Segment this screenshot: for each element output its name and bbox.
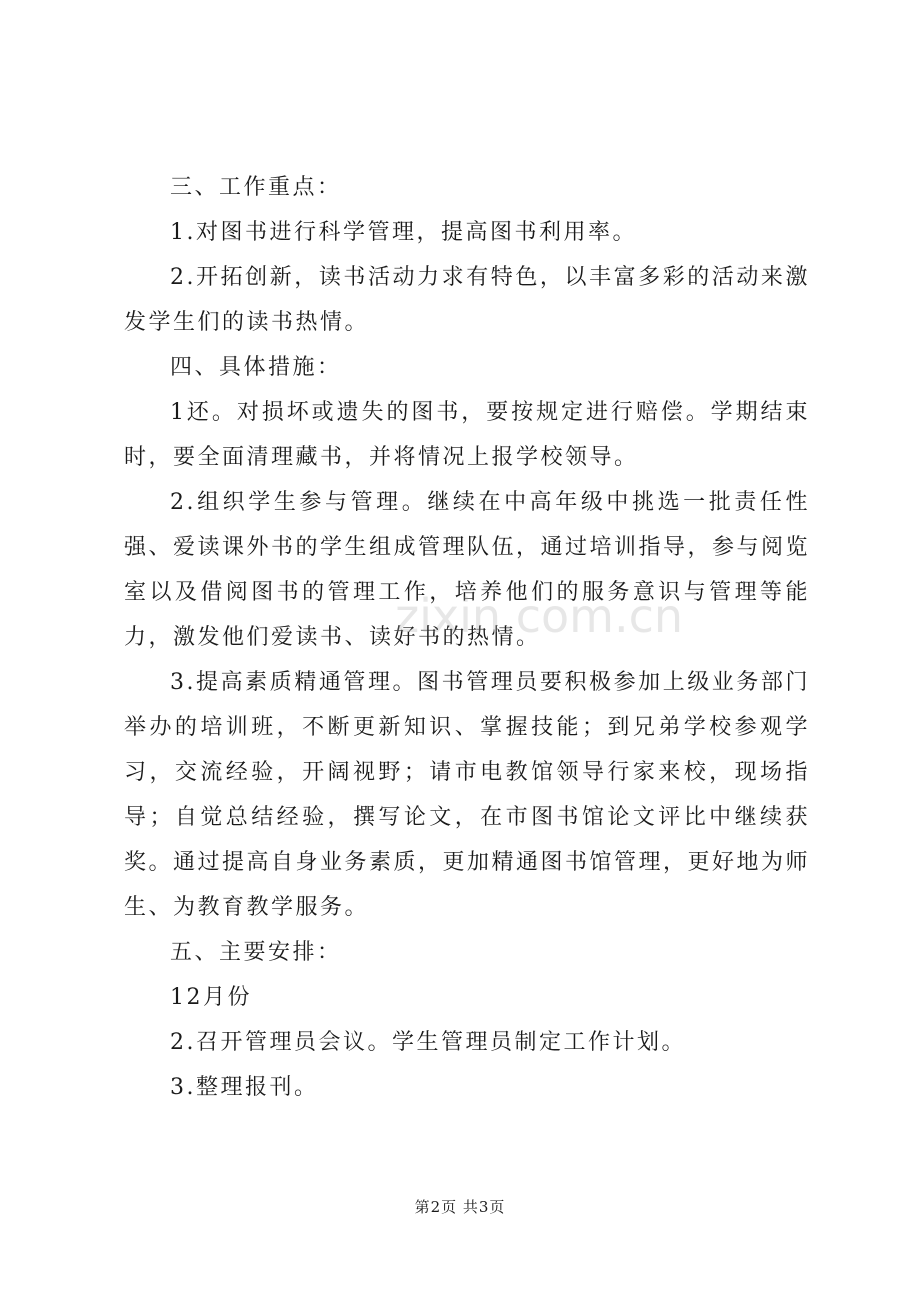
paragraph: 2.开拓创新，读书活动力求有特色，以丰富多彩的活动来激发学生们的读书热情。 [124, 265, 810, 335]
section-heading-work-focus: 三、工作重点： [170, 175, 342, 200]
watermark: zixin.com.cn [395, 589, 684, 643]
paragraph: 12月份 [170, 985, 252, 1010]
paragraph: 3.提高素质精通管理。图书管理员要积极参加上级业务部门举办的培训班，不断更新知识、掌握技能；到兄弟学校参观学习，交流经验，开阔视野；请市电教馆领导行家来校，现场指导；自觉总结经验，撰写论文，在市图书馆论文评比中继续获奖。通过提高自身业务素质，更加精通图书馆管理，更好地为师生、为教育教学服务。 [124, 670, 811, 920]
paragraph: 1.对图书进行科学管理，提高图书利用率。 [170, 220, 637, 245]
page-number-footer: 第2页 共3页 [414, 1198, 506, 1216]
section-heading-measures: 四、具体措施： [170, 355, 342, 380]
paragraph: 2.组织学生参与管理。继续在中高年级中挑选一批责任性强、爱读课外书的学生组成管理队伍，通过培训指导，参与阅览室以及借阅图书的管理工作，培养他们的服务意识与管理等能力，激发他们爱读书、读好书的热情。 [124, 490, 811, 650]
paragraph: 3.整理报刊。 [170, 1075, 319, 1100]
paragraph: 2.召开管理员会议。学生管理员制定工作计划。 [170, 1030, 686, 1055]
paragraph: 1还。对损坏或遗失的图书，要按规定进行赔偿。学期结束时，要全面清理藏书，并将情况上报学校领导。 [124, 400, 810, 470]
section-heading-arrangements: 五、主要安排： [170, 940, 342, 965]
